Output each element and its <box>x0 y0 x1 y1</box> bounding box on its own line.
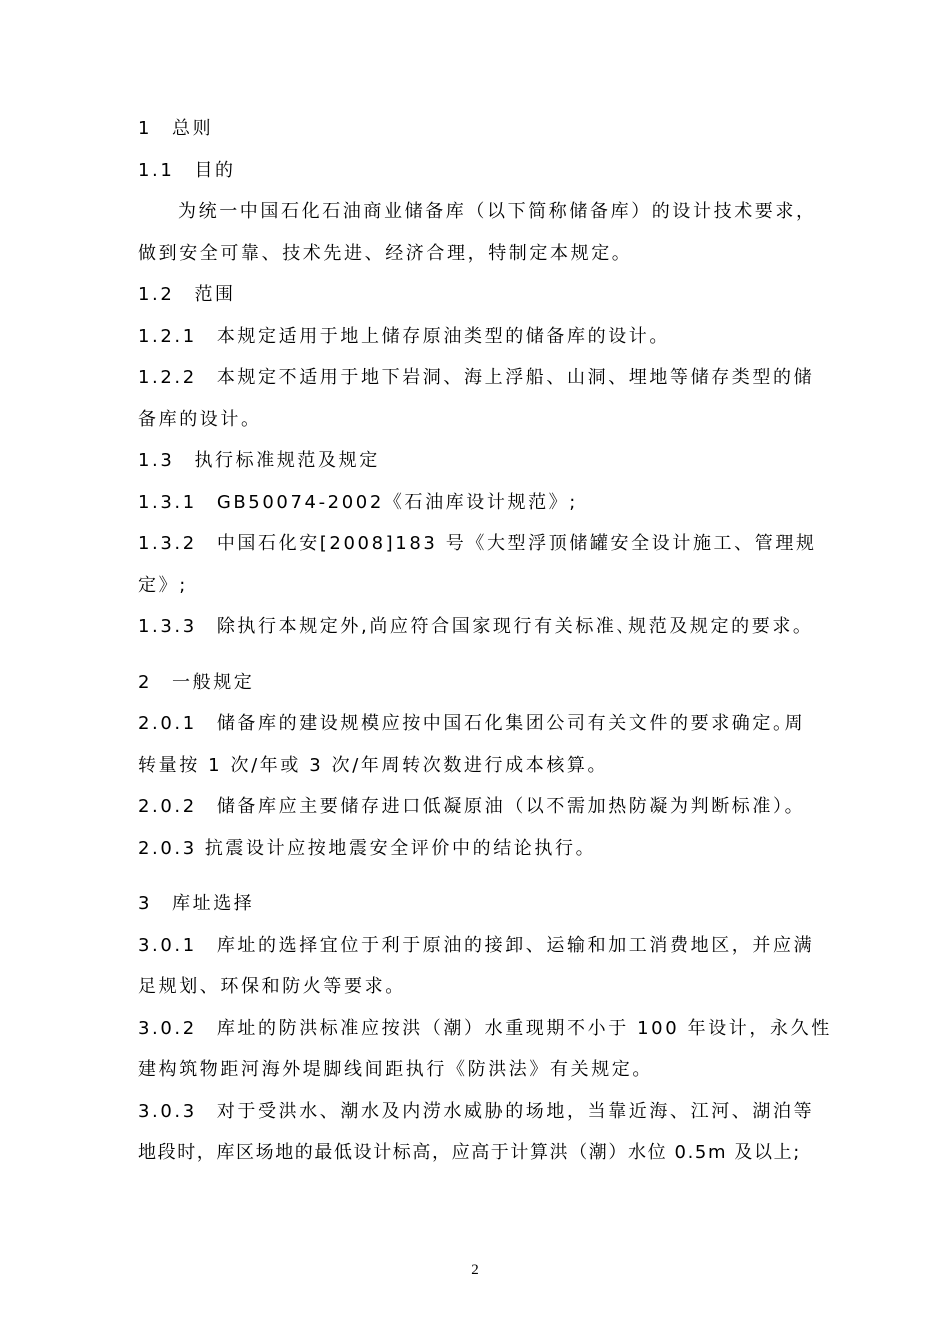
section-3-heading <box>138 883 828 925</box>
clause-text: 储备库应主要储存进口低凝原油（以不需加热防凝为判断标准）。 <box>216 796 806 817</box>
clause-number: 3.0.1 <box>138 934 197 956</box>
clause-continuation: 备库的设计。 <box>138 408 262 430</box>
clause-text: 抗震设计应按地震安全评价中的结论执行。 <box>204 837 597 859</box>
clause-1-2-2 <box>138 357 828 399</box>
paragraph-line: 做到安全可靠、技术先进、经济合理，特制定本规定。 <box>138 242 633 264</box>
clause-number: 2.0.3 <box>138 837 197 859</box>
clause-continuation: 地段时，库区场地的最低设计标高，应高于计算洪（潮）水位 0.5m 及以上; <box>138 1142 801 1163</box>
clause-number: 1.3.1 <box>138 491 197 513</box>
clause-number: 1.3.2 <box>138 533 197 554</box>
paragraph-line: 为统一中国石化石油商业储备库（以下简称储备库）的设计技术要求， <box>178 201 817 222</box>
clause-2-0-1 <box>138 703 828 745</box>
clause-text: 对于受洪水、潮水及内涝水威胁的场地，当靠近海、江河、湖泊等 <box>216 1100 815 1122</box>
clause-1-3-2 <box>138 523 828 565</box>
clause-continuation: 足规划、环保和防火等要求。 <box>138 976 406 997</box>
clause-2-0-3 <box>138 828 828 870</box>
clause-title: 执行标准规范及规定 <box>194 450 380 471</box>
section-number: 2 <box>138 671 153 693</box>
clause-3-0-1 <box>138 925 828 967</box>
clause-number: 1.3.3 <box>138 616 197 637</box>
clause-text: 储备库的建设规模应按中国石化集团公司有关文件的要求确定｡周 <box>216 713 806 734</box>
clause-text: 本规定适用于地上储存原油类型的储备库的设计。 <box>216 325 671 347</box>
document-body <box>138 108 832 1174</box>
clause-number: 3.0.3 <box>138 1100 197 1122</box>
section-number: 1 <box>138 118 153 139</box>
section-1-heading <box>138 108 828 150</box>
clause-text: GB50074-2002《石油库设计规范》; <box>216 491 578 513</box>
clause-1-3 <box>138 440 828 482</box>
clause-3-0-3 <box>138 1091 828 1133</box>
clause-1-3-1 <box>138 482 828 524</box>
clause-1-2-1 <box>138 316 828 358</box>
section-title: 一般规定 <box>172 671 255 693</box>
clause-text: 本规定不适用于地下岩洞、海上浮船、山洞、埋地等储存类型的储 <box>216 367 815 388</box>
section-spacer <box>138 648 828 662</box>
clause-3-0-2 <box>138 1008 832 1050</box>
clause-continuation: 建构筑物距河海外堤脚线间距执行《防洪法》有关规定。 <box>138 1059 653 1080</box>
section-title: 库址选择 <box>172 893 255 914</box>
clause-number: 1.1 <box>138 159 175 181</box>
clause-title: 目的 <box>194 159 236 181</box>
clause-number: 2.0.2 <box>138 796 197 817</box>
section-2-heading <box>138 662 828 704</box>
clause-number: 2.0.1 <box>138 713 197 734</box>
page-number: 2 <box>471 1262 479 1278</box>
clause-continuation: 定》; <box>138 574 188 596</box>
clause-text: 中国石化安[2008]183 号《大型浮顶储罐安全设计施工、管理规 <box>216 533 817 554</box>
clause-number: 1.2.2 <box>138 367 197 388</box>
section-number: 3 <box>138 893 153 914</box>
clause-number: 1.2 <box>138 284 175 305</box>
section-title: 总则 <box>172 118 214 139</box>
clause-1-3-3 <box>138 606 828 648</box>
section-spacer <box>138 869 828 883</box>
clause-number: 1.2.1 <box>138 325 197 347</box>
clause-1-2 <box>138 274 828 316</box>
clause-2-0-2 <box>138 786 828 828</box>
clause-text: 库址的防洪标准应按洪（潮）水重现期不小于 100 年设计，永久性 <box>216 1017 832 1039</box>
clause-text: 库址的选择宜位于利于原油的接卸、运输和加工消费地区，并应满 <box>216 934 815 956</box>
clause-number: 3.0.2 <box>138 1017 197 1039</box>
clause-1-1 <box>138 150 828 192</box>
clause-continuation: 转量按 1 次/年或 3 次/年周转次数进行成本核算。 <box>138 754 609 776</box>
clause-title: 范围 <box>194 284 236 305</box>
clause-number: 1.3 <box>138 450 175 471</box>
clause-text: 除执行本规定外,尚应符合国家现行有关标准､规范及规定的要求。 <box>216 616 814 637</box>
